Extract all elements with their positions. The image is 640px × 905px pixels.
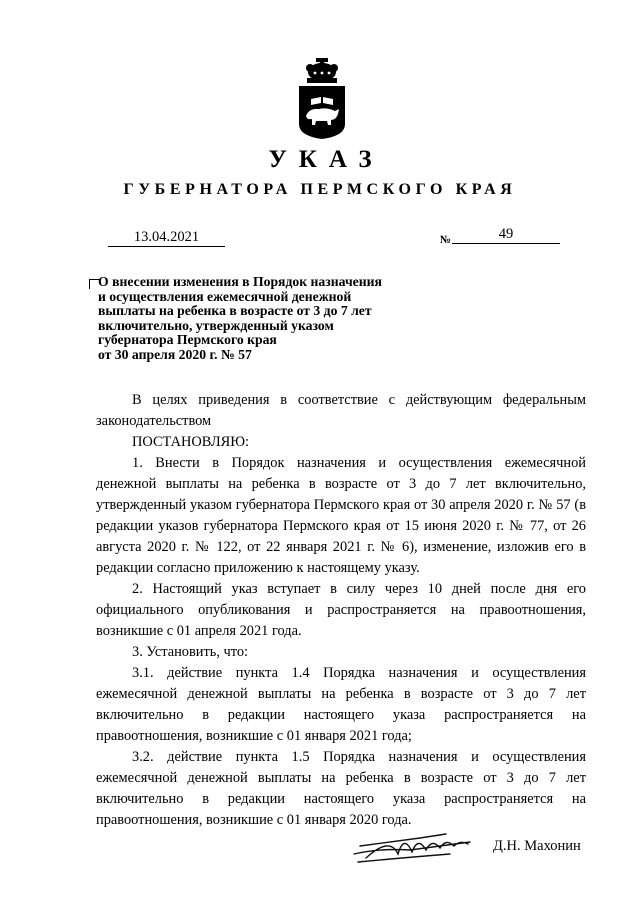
signer-name: Д.Н. Махонин <box>493 838 581 854</box>
paragraph-1: 1. Внести в Порядок назначения и осуществления ежемесячной денежной выплаты на ребенка в возрасте от 3 до 7 лет включительно, утвержденный указом губернатора Пермского края от 30 апреля 2020 г. № 57 (в редакции указов губернатора Пермского края от 15 июня 2020 г. № 77, от 26 августа 2020 г. № 122, от 22 января 2021 г. № 6), изменение, изложив его в редакции согласно приложению к настоящему указу. <box>96 455 586 576</box>
document-number: 49 <box>452 226 560 244</box>
coat-of-arms-emblem <box>297 58 347 140</box>
decree-heading: ПОСТАНОВЛЯЮ: <box>132 434 250 450</box>
document-subject: О внесении изменения в Порядок назначения и осуществления ежемесячной денежной выплаты на ребенка в возрасте от 3 до 7 лет включительно, утвержденный указом губернатора Пермского края от 30 апреля 2020 г. № 57 <box>98 274 382 362</box>
document-date: 13.04.2021 <box>108 229 225 247</box>
paragraph-3: 3. Установить, что: <box>132 644 249 660</box>
paragraph-2: 2. Настоящий указ вступает в силу через 10 дней после дня его официального опубликования и распространяется на правоотношения, возникшие с 01 апреля 2021 года. <box>96 581 586 639</box>
handwritten-signature <box>350 824 480 868</box>
document-subtitle: ГУБЕРНАТОРА ПЕРМСКОГО КРАЯ <box>123 181 517 198</box>
intro-paragraph: В целях приведения в соответствие с действующим федеральным законодательством <box>96 392 586 429</box>
paragraph-3-1: 3.1. действие пункта 1.4 Порядка назначения и осуществления ежемесячной денежной выплаты на ребенка в возрасте от 3 до 7 лет включительно в редакции настоящего указа распространяется на правоотношения, возникшие с 01 января 2021 года; <box>96 665 586 744</box>
number-label: № <box>440 234 452 246</box>
paragraph-3-2: 3.2. действие пункта 1.5 Порядка назначения и осуществления ежемесячной денежной выплаты на ребенка в возрасте от 3 до 7 лет включительно в редакции настоящего указа распространяется на правоотношения, возникшие с 01 января 2020 года. <box>96 749 586 828</box>
document-title: УКАЗ <box>268 146 384 173</box>
document-body <box>96 390 586 831</box>
